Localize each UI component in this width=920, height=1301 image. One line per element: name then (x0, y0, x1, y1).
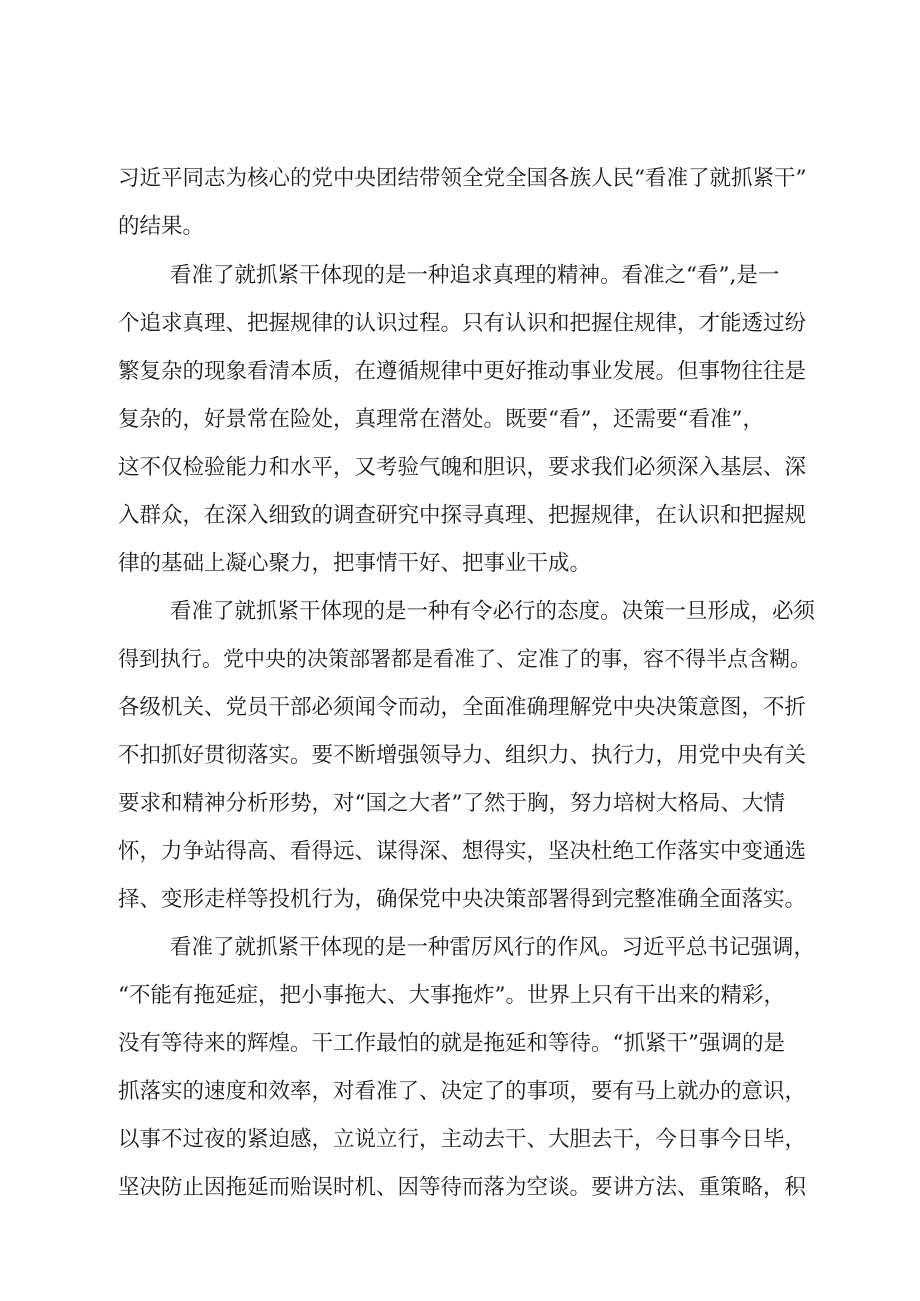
text-line: 律的基础上凝心聚力，把事情干好、把事业干成。 (118, 551, 592, 576)
paragraph-start-line: 看准了就抓紧干体现的是一种追求真理的精神。看准之“看”,是一 (170, 263, 780, 288)
text-line: “不能有拖延症，把小事拖大、大事拖炸”。世界上只有干出来的精彩， (118, 983, 785, 1008)
text-line: 怀，力争站得高、看得远、谋得深、想得实，坚决杜绝工作落实中变通选 (118, 839, 807, 864)
paragraph-start-line: 看准了就抓紧干体现的是一种雷厉风行的作风。习近平总书记强调， (170, 935, 816, 960)
text-line: 入群众，在深入细致的调查研究中探寻真理、把握规律，在认识和把握规 (118, 503, 807, 528)
text-line: 以事不过夜的紧迫感，立说立行，主动去干、大胆去干，今日事今日毕， (118, 1127, 807, 1152)
text-line: 坚决防止因拖延而贻误时机、因等待而落为空谈。要讲方法、重策略，积 (118, 1175, 807, 1200)
text-line: 得到执行。党中央的决策部署都是看准了、定准了的事，容不得半点含糊。 (118, 647, 811, 671)
text-line: 不扣抓好贯彻落实。要不断增强领导力、组织力、执行力，用党中央有关 (118, 743, 807, 768)
text-line: 没有等待来的辉煌。干工作最怕的就是拖延和等待。“抓紧干”强调的是 (118, 1031, 785, 1056)
text-line: 复杂的，好景常在险处，真理常在潜处。既要“看”，还需要“看准”， (118, 407, 764, 432)
text-line: 个追求真理、把握规律的认识过程。只有认识和把握住规律，才能透过纷 (118, 311, 807, 336)
text-line: 这不仅检验能力和水平，又考验气魄和胆识，要求我们必须深入基层、深 (118, 455, 807, 480)
text-line: 择、变形走样等投机行为，确保党中央决策部署得到完整准确全面落实。 (118, 887, 807, 912)
text-line: 繁复杂的现象看清本质，在遵循规律中更好推动事业发展。但事物往往是 (118, 359, 807, 384)
text-line: 抓落实的速度和效率，对看准了、决定了的事项，要有马上就办的意识， (118, 1079, 807, 1104)
text-line: 各级机关、党员干部必须闻令而动，全面准确理解党中央决策意图，不折 (118, 695, 807, 720)
text-line: 习近平同志为核心的党中央团结带领全党全国各族人民“看准了就抓紧干” (118, 166, 807, 191)
text-line: 的结果。 (118, 214, 205, 239)
text-line: 要求和精神分析形势，对“国之大者”了然于胸，努力培树大格局、大情 (118, 791, 785, 816)
paragraph-start-line: 看准了就抓紧干体现的是一种有令必行的态度。决策一旦形成，必须 (170, 599, 816, 624)
